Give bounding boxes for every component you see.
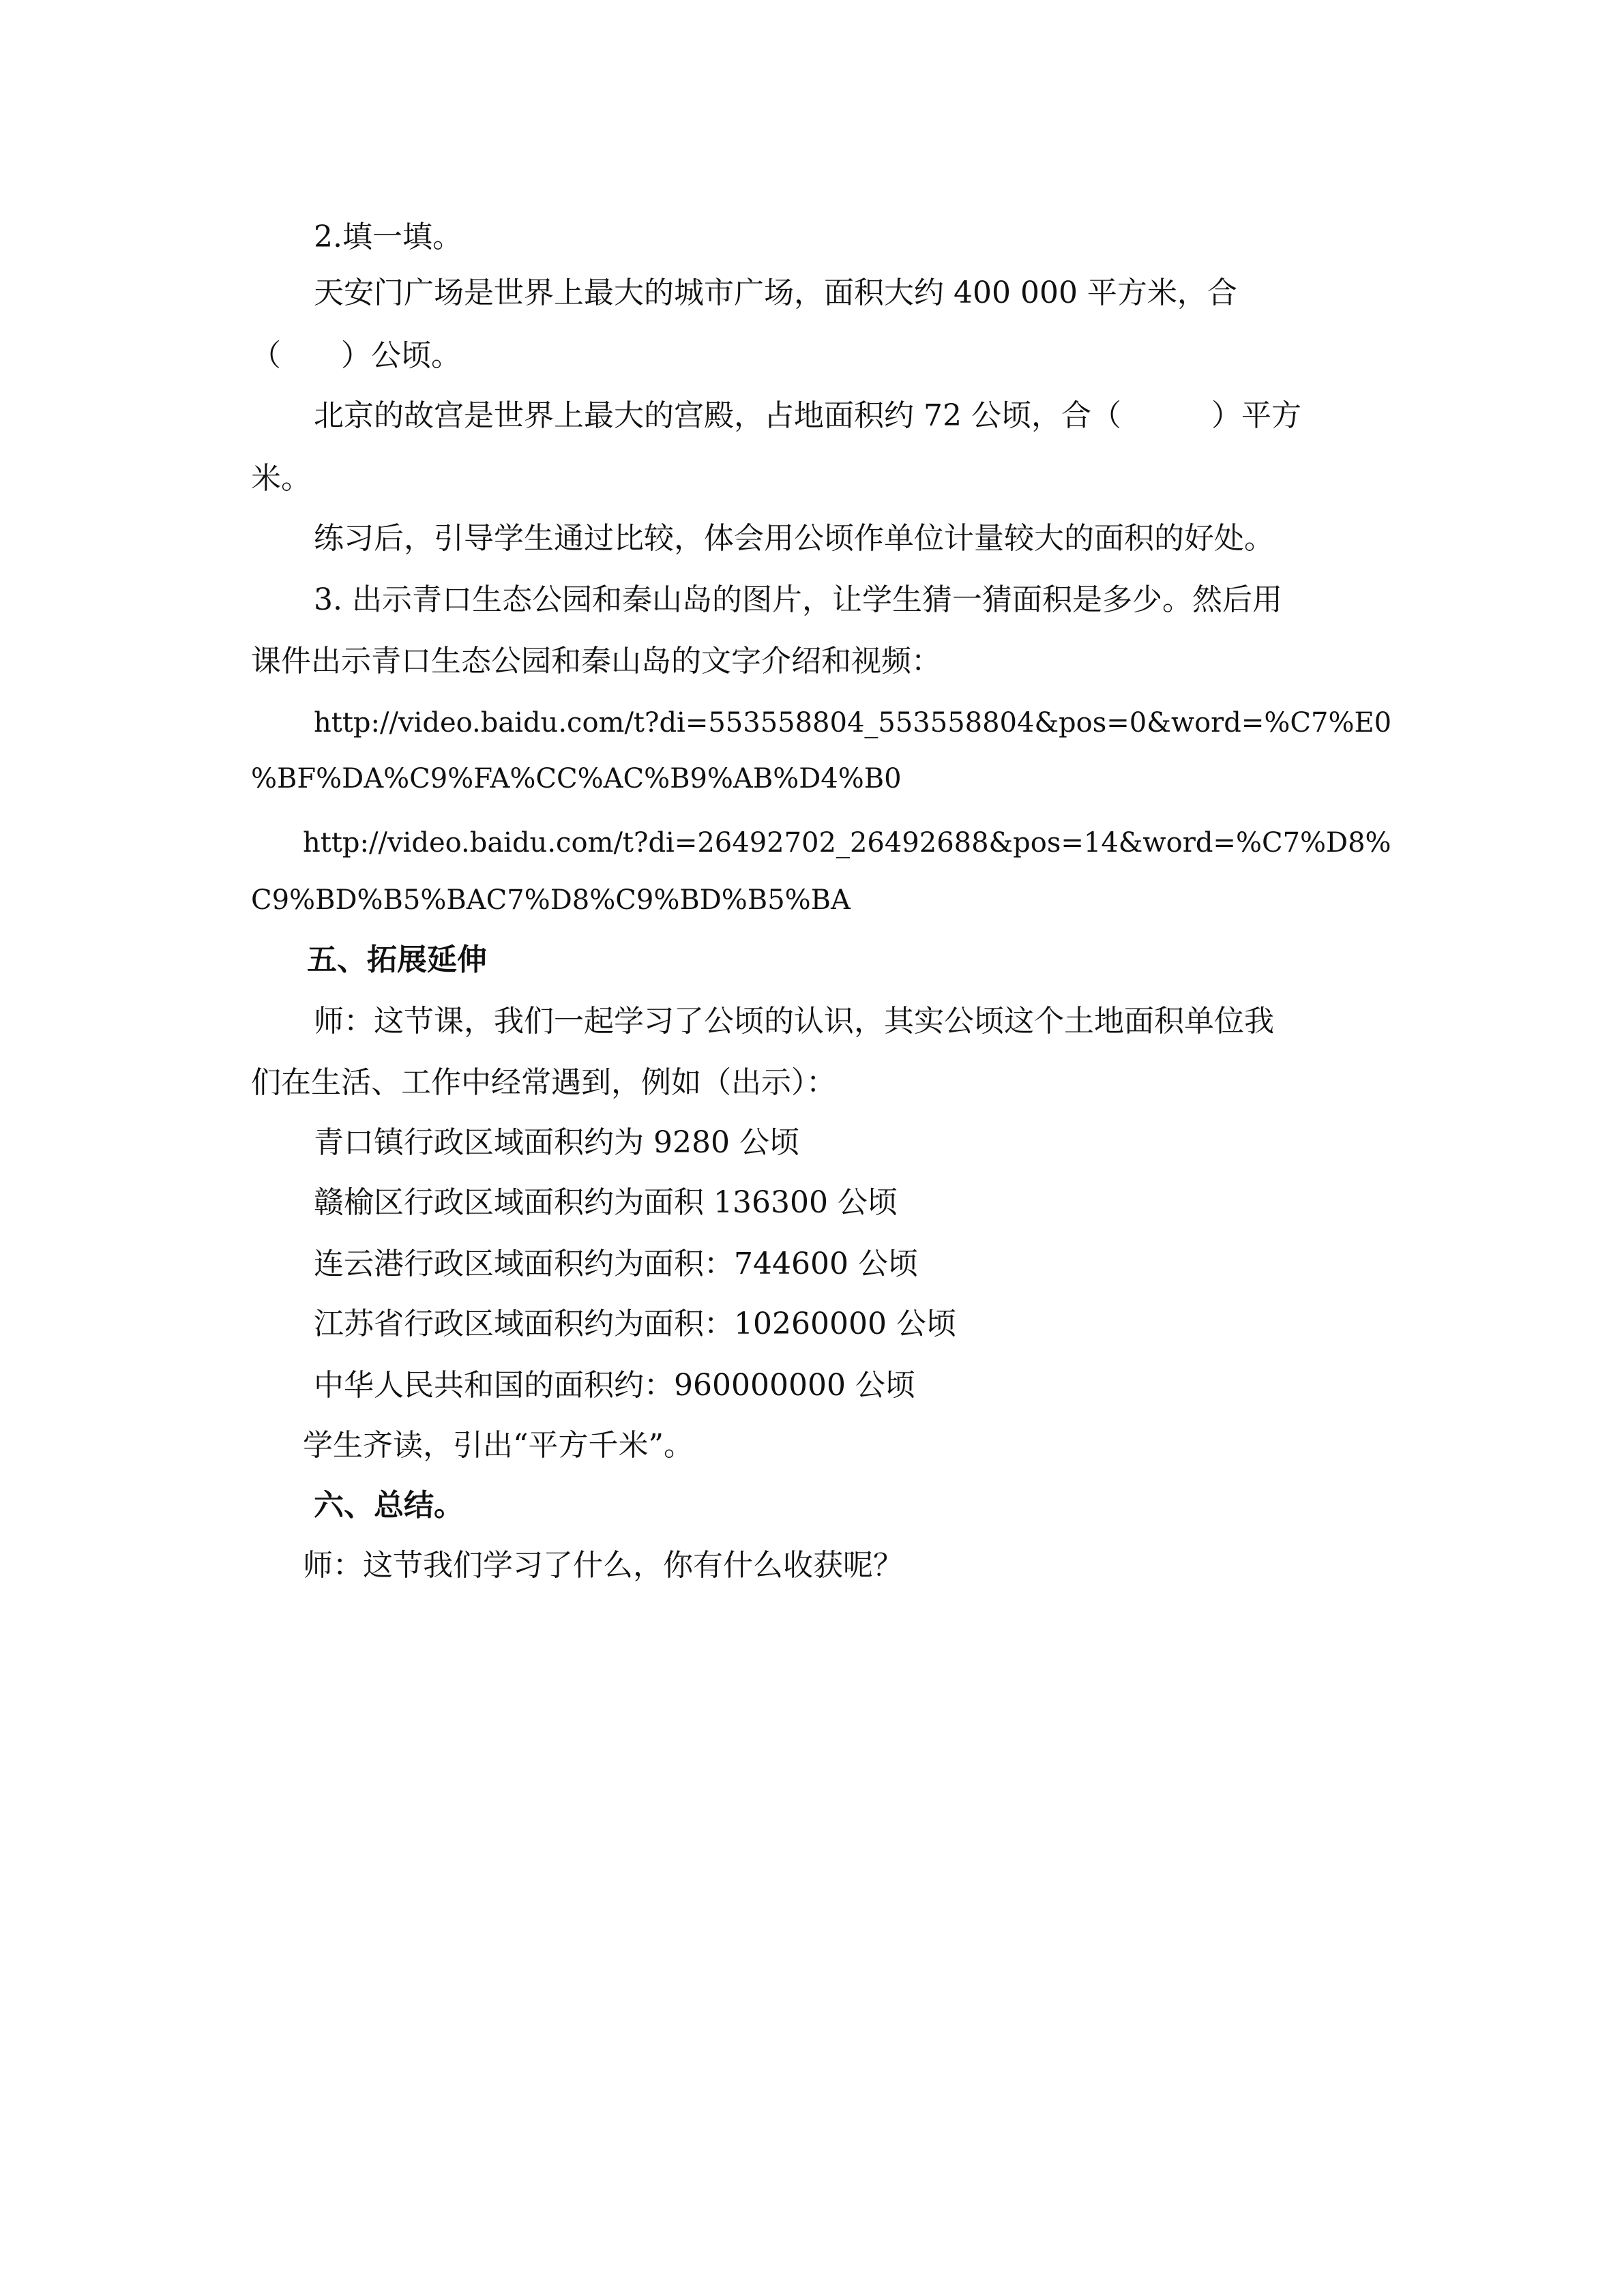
video-link-2-cont[interactable]: C9%BD%B5%BAC7%D8%C9%BD%B5%BA xyxy=(251,884,851,916)
video-link-2[interactable]: http://video.baidu.com/t?di=26492702_26492688&pos=14&word=%C7%D8% xyxy=(303,827,1391,859)
paragraph-line: 练习后，引导学生通过比较，体会用公顷作单位计量较大的面积的好处。 xyxy=(314,521,1274,556)
paragraph-line: 天安门广场是世界上最大的城市广场，面积大约 400 000 平方米，合 xyxy=(314,275,1237,310)
video-link-1-cont[interactable]: %BF%DA%C9%FA%CC%AC%B9%AB%D4%B0 xyxy=(251,763,902,794)
paragraph-line: 课件出示青口生态公园和秦山岛的文字介绍和视频： xyxy=(251,644,941,679)
video-link-1[interactable]: http://video.baidu.com/t?di=553558804_553558804&pos=0&word=%C7%E0 xyxy=(314,707,1392,739)
area-list-item: 中华人民共和国的面积约：960000000 公顷 xyxy=(314,1368,915,1403)
section-heading-summary: 六、总结。 xyxy=(314,1488,464,1523)
paragraph-line: 3. 出示青口生态公园和秦山岛的图片，让学生猜一猜面积是多少。然后用 xyxy=(314,582,1282,617)
paragraph-line: 学生齐读，引出“平方千米”。 xyxy=(303,1428,694,1463)
paragraph-line: 师：这节课，我们一起学习了公顷的认识，其实公顷这个土地面积单位我 xyxy=(314,1004,1274,1039)
area-list-item: 江苏省行政区域面积约为面积：10260000 公顷 xyxy=(314,1307,956,1341)
paragraph-line: 们在生活、工作中经常遇到，例如（出示）： xyxy=(251,1065,836,1100)
exercise-heading: 2.填一填。 xyxy=(314,220,462,254)
paragraph-line: 师：这节我们学习了什么，你有什么收获呢？ xyxy=(303,1548,903,1583)
area-list-item: 连云港行政区域面积约为面积：744600 公顷 xyxy=(314,1247,918,1281)
paragraph-line: 米。 xyxy=(251,461,311,496)
section-heading-extension: 五、拓展延伸 xyxy=(307,942,487,977)
paragraph-line: 北京的故宫是世界上最大的宫殿，占地面积约 72 公顷，合（ ）平方 xyxy=(314,398,1301,433)
area-list-item: 青口镇行政区域面积约为 9280 公顷 xyxy=(314,1125,799,1160)
paragraph-line: （ ）公顷。 xyxy=(251,338,461,373)
area-list-item: 赣榆区行政区域面积约为面积 136300 公顷 xyxy=(314,1185,898,1220)
